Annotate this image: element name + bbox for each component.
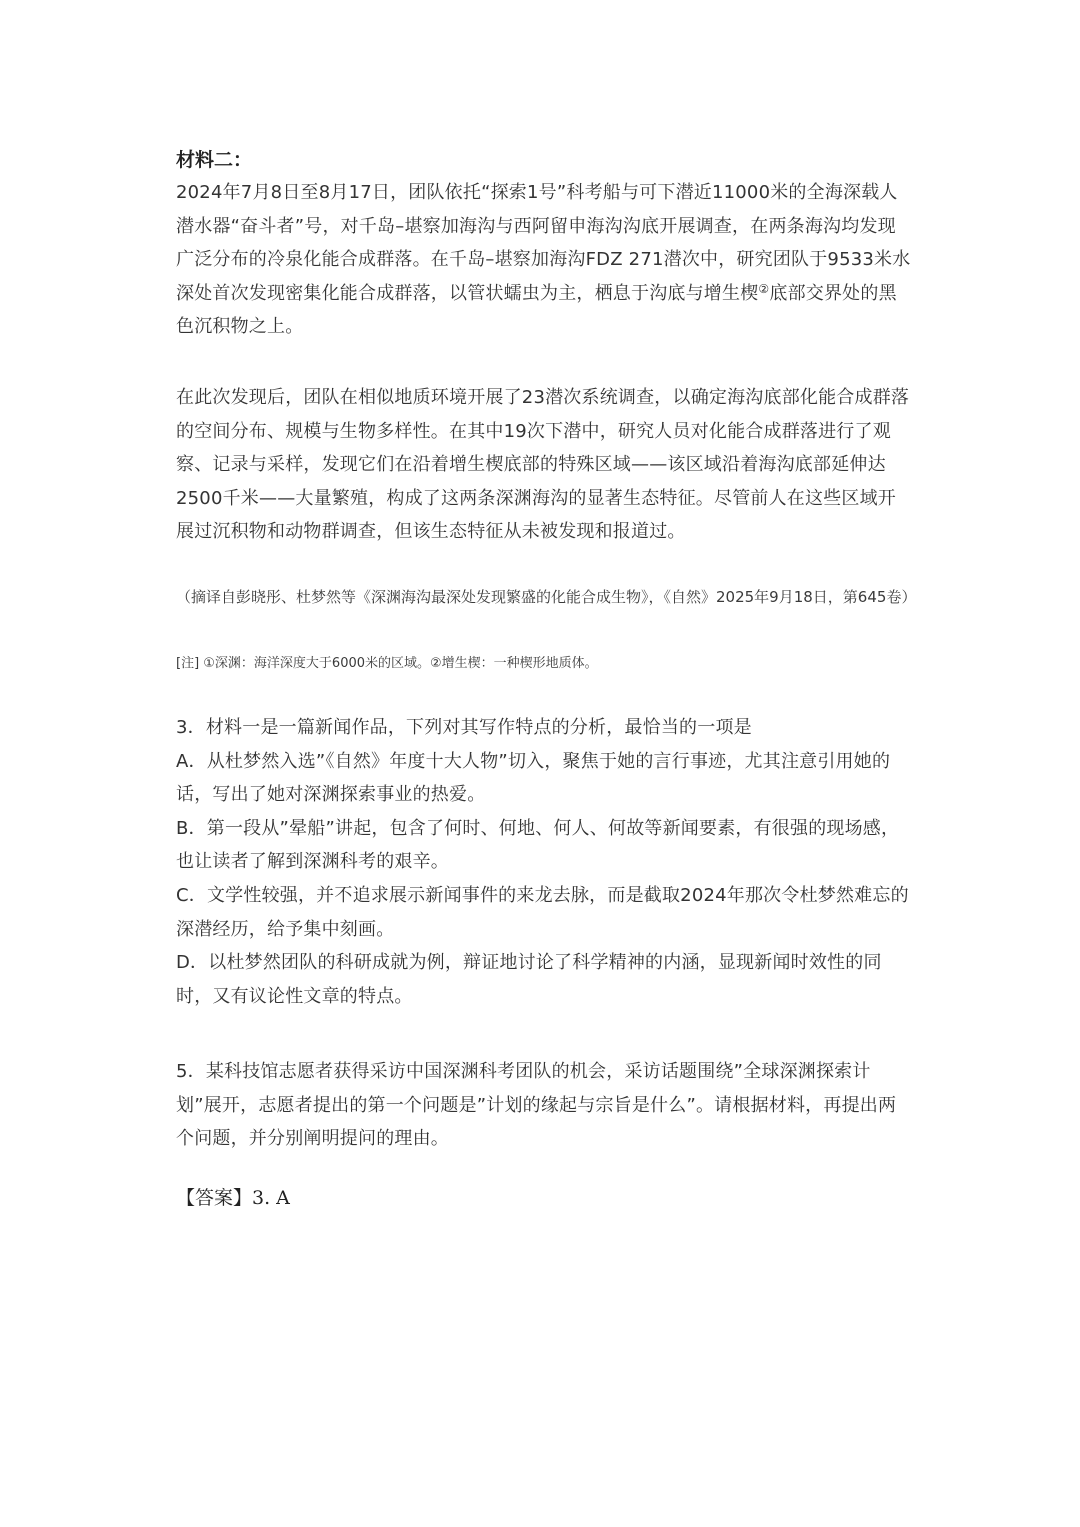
question-5: 5．某科技馆志愿者获得采访中国深渊科考团队的机会，采访话题围绕”全球深渊探索计划”展开，志愿者提出的第一个问题是”计划的缘起与宗旨是什么”。请根据材料，再提出两个问题，并分别阐明提问的理由。 xyxy=(176,1061,897,1150)
footnote-mark-2: ② xyxy=(758,281,770,296)
question-3-option-b: B．第一段从”晕船”讲起，包含了何时、何地、何人、何故等新闻要素，有很强的现场感，也让读者了解到深渊科考的艰辛。 xyxy=(176,817,900,873)
question-3 xyxy=(176,711,911,1013)
question-3-option-d: D．以杜梦然团队的科研成就为例，辩证地讨论了科学精神的内涵，显现新闻时效性的同时，又有议论性文章的特点。 xyxy=(176,952,882,1007)
footnote: [注] ①深渊：海洋深度大于6000米的区域。②增生楔：一种楔形地质体。 xyxy=(176,656,598,671)
material-two-heading: 材料二： xyxy=(176,149,253,171)
source-citation: （摘译自彭晓彤、杜梦然等《深渊海沟最深处发现繁盛的化能合成生物》，《自然》2025年9月18日，第645卷） xyxy=(176,588,917,606)
question-3-stem: 3．材料一是一篇新闻作品，下列对其写作特点的分析，最恰当的一项是 xyxy=(176,717,752,738)
material-two-paragraph-2: 在此次发现后，团队在相似地质环境开展了23潜次系统调查，以确定海沟底部化能合成群落的空间分布、规模与生物多样性。在其中19次下潜中，研究人员对化能合成群落进行了观察、记录与采样，发现它们在沿着增生楔底部的特殊区域——该区域沿着海沟底部延伸达2500千米——大量繁殖，构成了这两条深渊海沟的显著生态特征。尽管前人在这些区域开展过沉积物和动物群调查，但该生态特征从未被发现和报道过。 xyxy=(176,387,910,543)
question-3-option-c: C．文学性较强，并不追求展示新闻事件的来龙去脉，而是截取2024年那次令杜梦然难忘的深潜经历，给予集中刻画。 xyxy=(176,884,909,940)
paragraph-1-text: 2024年7月8日至8月17日，团队依托“探索1号”科考船与可下潜近11000米的全海深载人潜水器“奋斗者”号，对千岛–堪察加海沟与西阿留申海沟沟底开展调查，在两条海沟均发现广泛分布的冷泉化能合成群落。在千岛–堪察加海沟FDZ 271潜次中，研究团队于9533米水深处首次发现密集化能合成群落，以管状蠕虫为主，栖息于沟底与增生楔 xyxy=(176,182,911,304)
material-two-paragraph-1 xyxy=(176,176,911,344)
paragraph-1-text-end: 底部交界处的黑色沉积物之上。 xyxy=(176,282,897,338)
answer-line: 【答案】3. A xyxy=(176,1187,290,1209)
question-3-option-a: A．从杜梦然入选”《自然》年度十大人物”切入，聚焦于她的言行事迹，尤其注意引用她的话，写出了她对深渊探索事业的热爱。 xyxy=(176,750,891,806)
